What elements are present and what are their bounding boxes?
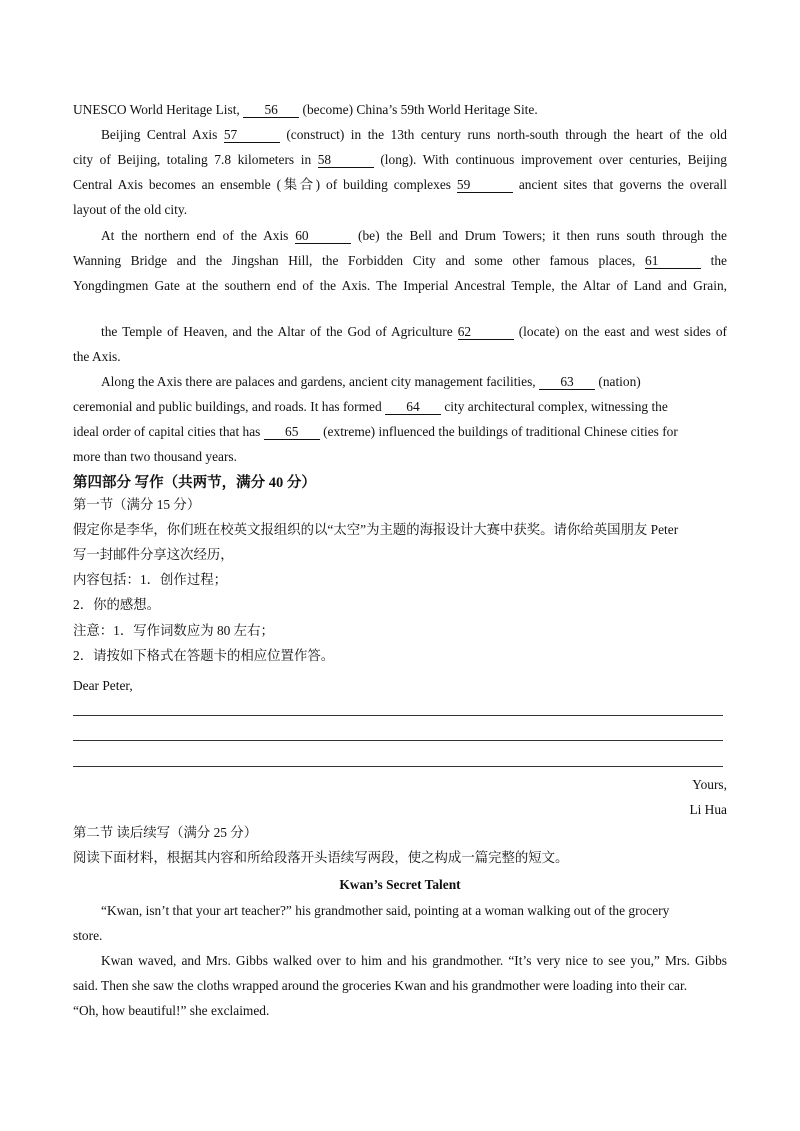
passage-line: more than two thousand years. [73,449,237,464]
blank-64: 64 [385,400,441,415]
passage-line: At the northern end of the Axis 60 (be) the Bell and Drum Towers; it then runs south through the [101,228,727,243]
task-line: 假定你是李华，你们班在校英文报组织的以“太空”为主题的海报设计大赛中获奖。请你给英国朋友 Peter [73,522,679,537]
writing-heading: 第四部分 写作（共两节，满分 40 分） [73,475,316,491]
section1-title: 第一节（满分 15 分） [73,497,201,512]
passage-line: Along the Axis there are palaces and gardens, ancient city management facilities, 63 (nation) [101,374,641,389]
passage-line: Wanning Bridge and the Jingshan Hill, the Forbidden City and some other famous places, 61 the [73,253,728,268]
blank-61: 61 [645,254,701,269]
passage-line: city of Beijing, totaling 7.8 kilometers in 58 (long). With continuous improvement over centuries, Beijing [73,152,727,167]
blank-58: 58 [318,153,374,168]
blank-60: 60 [295,229,351,244]
blank-62: 62 [458,325,514,340]
passage-line: the Temple of Heaven, and the Altar of the God of Agriculture 62 (locate) on the east and west sides of [101,324,727,339]
passage-line: ceremonial and public buildings, and roads. It has formed 64 city architectural complex, witnessing the [73,399,668,414]
signature: Li Hua [689,802,727,817]
closing: Yours, [692,777,727,792]
task-line: 注意：1．写作词数应为 80 左右； [73,623,274,638]
task-line: 内容包括：1．创作过程； [73,572,227,587]
task-line: 2．你的感想。 [73,597,161,612]
section2-title: 第二节 读后续写（满分 25 分） [73,825,258,840]
task-line: 2．请按如下格式在答题卡的相应位置作答。 [73,648,335,663]
blank-63: 63 [539,375,595,390]
answer-line [73,740,723,741]
task-line: 写一封邮件分享这次经历， [73,547,234,562]
passage-line: Central Axis becomes an ensemble (集合) of building complexes 59 ancient sites that governs the overall [73,177,727,192]
answer-line [73,715,723,716]
passage-line: UNESCO World Heritage List, 56 (become) China’s 59th World Heritage Site. [73,102,538,117]
section2-instruction: 阅读下面材料，根据其内容和所给段落开头语续写两段，使之构成一篇完整的短文。 [73,850,569,865]
story-line: Kwan waved, and Mrs. Gibbs walked over to him and his grandmother. “It’s very nice to see you,” Mrs. Gibbs [101,953,727,968]
passage-line: ideal order of capital cities that has 65 (extreme) influenced the buildings of traditional Chinese cities for [73,424,678,439]
story-line: “Oh, how beautiful!” she exclaimed. [73,1003,270,1018]
passage-line: layout of the old city. [73,202,188,217]
story-line: “Kwan, isn’t that your art teacher?” his grandmother said, pointing at a woman walking out of the grocery [101,903,670,918]
blank-59: 59 [457,178,513,193]
story-line: store. [73,928,103,943]
blank-65: 65 [264,425,320,440]
blank-57: 57 [224,128,280,143]
blank-56: 56 [243,103,299,118]
story-title: Kwan’s Secret Talent [339,877,461,892]
greeting: Dear Peter, [73,678,133,693]
answer-line [73,766,723,767]
passage-line: Yongdingmen Gate at the southern end of the Axis. The Imperial Ancestral Temple, the Altar of Land and Grain, [73,278,727,293]
story-line: said. Then she saw the cloths wrapped around the groceries Kwan and his grandmother were loading into their car. [73,978,688,993]
passage-line: Beijing Central Axis 57 (construct) in the 13th century runs north-south through the heart of the old [101,127,727,142]
passage-line: the Axis. [73,349,121,364]
